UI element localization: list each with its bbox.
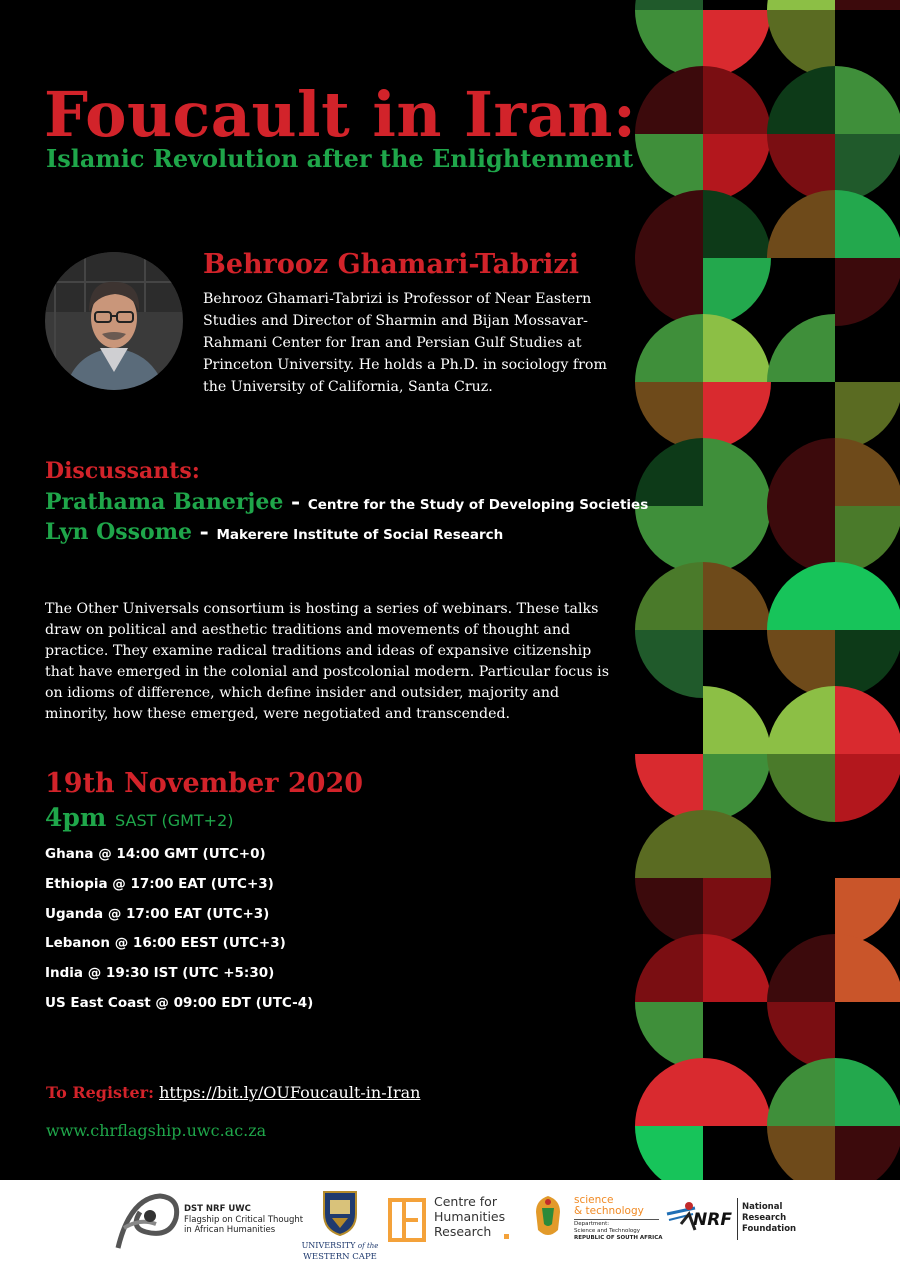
dst-logo (530, 1194, 665, 1260)
dst-divider (574, 1219, 659, 1220)
footer-logos (0, 1180, 900, 1273)
discussant-name: Prathama Banerjee (45, 489, 284, 515)
discussant-separator: - (283, 489, 308, 515)
nrf-line-2: Research (742, 1213, 787, 1223)
speaker-bio: Behrooz Ghamari-Tabrizi is Professor of Near Eastern Studies and Director of Sharmin and Bijan Mossavar-Rahmani Center for Iran and Persian Gulf Studies at Princeton University. He holds a Ph.D. in sociology from the University of California, Santa Cruz. (203, 291, 607, 395)
uwc-logo (298, 1188, 388, 1272)
nrf-line-3: Foundation (742, 1224, 797, 1234)
timezone-line: Uganda @ 17:00 EAT (UTC+3) (45, 906, 270, 922)
timezone-line: India @ 19:30 IST (UTC +5:30) (45, 965, 275, 981)
dst-line-1: science (574, 1194, 614, 1206)
about-paragraph: The Other Universals consortium is hosting a series of webinars. These talks draw on political and aesthetic traditions and movements of thought and practice. They examine radical traditions and ideas of expansive citizenship that have emerged in the colonial and postcolonial modern. Particular focus is on idioms of difference, which define insider and outsider, majority and minority, how these emerged, were negotiated and transcended. (45, 601, 609, 722)
event-time (45, 803, 234, 832)
flagship-line-2: Flagship on Critical Thought (184, 1215, 304, 1225)
timezone-line: Ethiopia @ 17:00 EAT (UTC+3) (45, 876, 274, 892)
event-date: 19th November 2020 (45, 768, 364, 799)
nrf-logo (665, 1194, 795, 1254)
chr-mark-icon (388, 1198, 426, 1242)
chr-line-3: Research (434, 1224, 492, 1239)
event-title: Foucault in Iran: (44, 78, 637, 151)
chr-line-2: Humanities (434, 1209, 506, 1224)
chr-logo (388, 1194, 518, 1256)
chr-line-1: Centre for (434, 1194, 497, 1209)
register-line (46, 1083, 420, 1102)
nrf-mark: NRF (693, 1210, 732, 1230)
flagship-line-1: DST NRF UWC (184, 1204, 251, 1214)
speaker-photo (45, 252, 183, 390)
event-time-zone: SAST (GMT+2) (115, 811, 234, 830)
decorative-circle-pattern (635, 0, 900, 1180)
discussant-item (45, 519, 503, 545)
coat-of-arms-icon (530, 1194, 566, 1242)
flagship-swirl-icon (110, 1188, 184, 1256)
discussants-heading: Discussants: (45, 458, 200, 484)
event-subtitle: Islamic Revolution after the Enlightenment (46, 144, 634, 173)
speaker-name: Behrooz Ghamari-Tabrizi (203, 249, 580, 280)
timezone-line: US East Coast @ 09:00 EDT (UTC-4) (45, 995, 314, 1011)
chr-dot (504, 1234, 509, 1239)
dst-line-3: Department: (574, 1221, 610, 1227)
discussant-affiliation: Makerere Institute of Social Research (216, 527, 504, 543)
nrf-divider (737, 1198, 738, 1240)
website-link[interactable]: www.chrflagship.uwc.ac.za (46, 1121, 267, 1140)
dst-line-2: & technology (574, 1205, 644, 1217)
event-time-value: 4pm (45, 803, 107, 832)
discussant-name: Lyn Ossome (45, 519, 193, 545)
dst-line-5: REPUBLIC OF SOUTH AFRICA (574, 1235, 663, 1241)
timezone-line: Lebanon @ 16:00 EEST (UTC+3) (45, 935, 286, 951)
register-label: To Register: (46, 1083, 154, 1102)
uwc-line-2: WESTERN CAPE (303, 1252, 377, 1262)
register-link[interactable]: https://bit.ly/OUFoucault-in-Iran (159, 1083, 421, 1102)
uwc-line-1: UNIVERSITY of the (301, 1241, 379, 1250)
discussant-affiliation: Centre for the Study of Developing Societies (307, 497, 649, 513)
discussant-item (45, 489, 648, 515)
flagship-line-3: in African Humanities (184, 1225, 276, 1235)
discussant-separator: - (192, 519, 217, 545)
uwc-crest-icon (320, 1188, 360, 1236)
flagship-logo (110, 1188, 310, 1263)
nrf-line-1: National (742, 1202, 783, 1212)
dst-line-4: Science and Technology (574, 1228, 640, 1234)
timezone-line: Ghana @ 14:00 GMT (UTC+0) (45, 846, 266, 862)
